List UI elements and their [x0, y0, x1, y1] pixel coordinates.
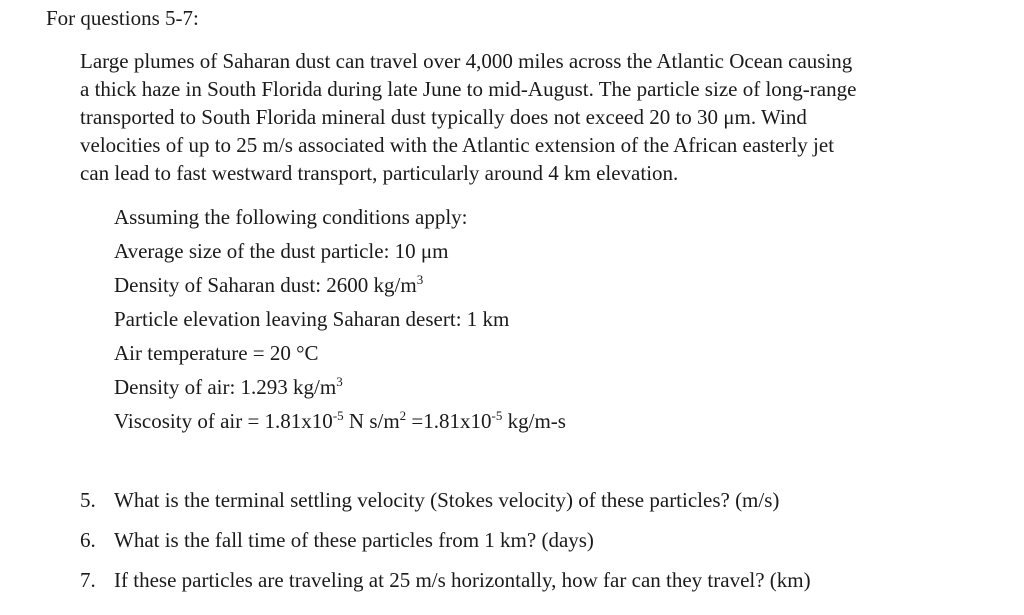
- particle-size: Average size of the dust particle: 10 μm: [114, 239, 449, 263]
- air-viscosity: [114, 406, 566, 440]
- viscosity-part-d: kg/m-s: [502, 409, 566, 433]
- dust-density: [114, 270, 566, 304]
- viscosity-part-b: N s/m: [343, 409, 400, 433]
- question-item: [80, 565, 811, 605]
- dust-density-exponent: 3: [416, 272, 424, 287]
- paragraph-line: can lead to fast westward transport, particularly around 4 km elevation.: [80, 161, 679, 185]
- air-temperature: Air temperature = 20 °C: [114, 341, 319, 365]
- air-density-exponent: 3: [336, 374, 343, 389]
- conditions-intro: Assuming the following conditions apply:: [114, 205, 468, 229]
- air-density-text: Density of air: 1.293 kg/m: [114, 375, 337, 399]
- question-number: 6.: [80, 528, 96, 552]
- particle-elevation: Particle elevation leaving Saharan desert: 1 km: [114, 307, 510, 331]
- section-heading: For questions 5-7:: [46, 6, 199, 30]
- paragraph-line: velocities of up to 25 m/s associated with the Atlantic extension of the African easterly jet: [80, 133, 835, 157]
- viscosity-exponent-2: 2: [399, 408, 407, 423]
- paragraph-line: transported to South Florida mineral dust typically does not exceed 20 to 30 μm. Wind: [80, 105, 807, 129]
- air-density: [114, 372, 566, 406]
- viscosity-part-c: =1.81x10: [406, 409, 492, 433]
- intro-paragraph: [80, 47, 980, 187]
- paragraph-line: a thick haze in South Florida during late June to mid-August. The particle size of long-range: [80, 77, 857, 101]
- question-text: What is the terminal settling velocity (Stokes velocity) of these particles? (m/s): [114, 488, 780, 512]
- viscosity-part-a: Viscosity of air = 1.81x10: [114, 409, 333, 433]
- question-number: 7.: [80, 568, 96, 592]
- question-number: 5.: [80, 488, 96, 512]
- dust-density-text: Density of Saharan dust: 2600 kg/m: [114, 273, 417, 297]
- question-text: If these particles are traveling at 25 m/s horizontally, how far can they travel? (km): [114, 568, 811, 592]
- viscosity-exponent-1: -5: [332, 408, 344, 423]
- viscosity-exponent-3: -5: [491, 408, 503, 423]
- conditions-list: [114, 202, 566, 440]
- question-item: [80, 525, 811, 565]
- paragraph-line: Large plumes of Saharan dust can travel over 4,000 miles across the Atlantic Ocean causing: [80, 49, 853, 73]
- question-list: [80, 485, 811, 605]
- question-item: [80, 485, 811, 525]
- question-text: What is the fall time of these particles from 1 km? (days): [114, 528, 594, 552]
